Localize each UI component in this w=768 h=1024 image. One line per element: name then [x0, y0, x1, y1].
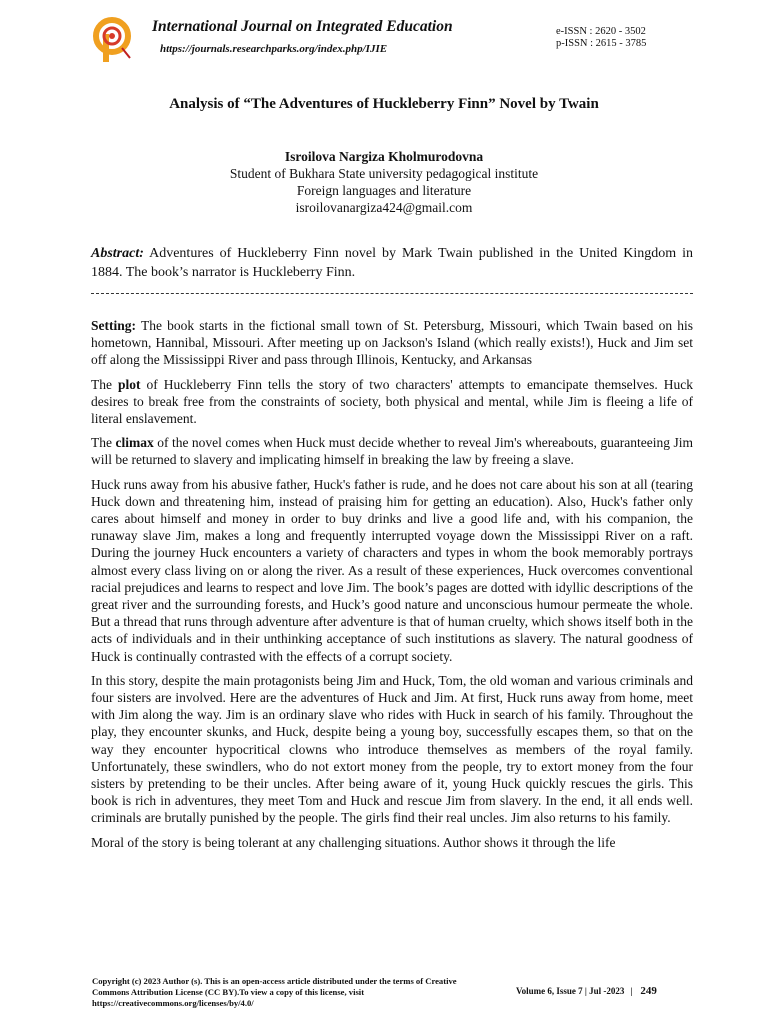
issn-block	[556, 26, 646, 50]
author-department: Foreign languages and literature	[296, 183, 472, 198]
author-affiliation: Student of Bukhara State university pedagogical institute	[229, 166, 539, 181]
body-text	[91, 317, 693, 858]
journal-title: International Journal on Integrated Education	[152, 18, 453, 35]
copyright-notice: Copyright (c) 2023 Author (s). This is an open-access article distributed under the terms of Creative Commons Attribution License (CC BY).To view a copy of this license, visit https://creativecommons.org/licenses/by/4.0/	[92, 976, 457, 1008]
plot-pre: The	[91, 376, 112, 392]
eissn: e-ISSN : 2620 - 3502	[556, 26, 646, 37]
setting-label: Setting:	[91, 318, 136, 333]
section-divider	[91, 293, 693, 294]
author-name: Isroilova Nargiza Kholmurodovna	[284, 149, 484, 164]
paper-title: Analysis of “The Adventures of Huckleberry Finn” Novel by Twain	[169, 96, 599, 112]
setting-text: The book starts in the fictional small town of St. Petersburg, Missouri, which Twain based on his hometown, Hannibal, Missouri. After meeting up on Jackson's Island (which really exists!), Huck and Jim set off along the Mississippi River and pass through Illinois, Kentucky, and Arkansas	[91, 318, 694, 368]
author-block	[0, 148, 768, 216]
paragraph-huck: Huck runs away from his abusive father, Huck's father is rude, and he does not care about his son at all (tearing Huck down and threatening him, instead of praising him for getting an education). Also, Huck's father only cares about himself and money in order to buy drinks and live a good life and, with his companion, the runaway slave Jim, makes a long and frequently interrupted voyage down the Mississippi River on a raft. During the journey Huck encounters a variety of characters and types in whom the book memorably portrays almost every class living on or along the river. As a result of these experiences, Huck overcomes conventional racial prejudices and learns to respect and love Jim. The book’s pages are dotted with idyllic descriptions of the great river and the surrounding forests, and Huck’s good nature and unconscious humour permeate the whole. But a thread that runs through adventure after adventure is that of human cruelty, which shows itself both in the acts of individuals and in their unthinking acceptance of such institutions as slavery. The natural goodness of Huck is continually contrasted with the effects of a corrupt society.	[91, 476, 693, 664]
abstract-label: Abstract:	[91, 246, 144, 261]
paragraph-climax	[91, 434, 693, 468]
paragraph-story: In this story, despite the main protagonists being Jim and Huck, Tom, the old woman and various criminals and four sisters are involved. Here are the adventures of Huck and Jim. At first, Huck runs away from home, meet with Jim along the way. Jim is an ordinary slave who rides with Huck in search of his family. Throughout the play, they encounter skunks, and Huck, despite being a young boy, successfully escapes them, so that on the way they encounter hypocritical clowns who introduce themselves as members of the royal family. Unfortunately, these swindlers, who do not extort money from the people, try to extort money from the four sisters by pretending to be their uncles. After being aware of it, young Huck quickly rescues the girls. This book is rich in adventures, they meet Tom and Huck and rescue Jim from slavery. In the end, it all ends well. criminals are brutally punished by the people. The girls find their real uncles. Jim also returns to his family.	[91, 672, 693, 826]
volume-issue: Volume 6, Issue 7 | Jul -2023	[516, 986, 625, 996]
research-parks-logo-icon	[92, 14, 138, 64]
plot-text: of Huckleberry Finn tells the story of two characters' attempts to emancipate themselves. Huck desires to break free from the constraints of society, both physical and mental, while Jim is fleeing a life of literal enslavement.	[91, 376, 694, 427]
paragraph-moral: Moral of the story is being tolerant at any challenging situations. Author shows it through the life	[91, 834, 616, 850]
page-footer	[516, 985, 657, 997]
abstract	[91, 244, 693, 282]
climax-text: of the novel comes when Huck must decide whether to reveal Jim's whereabouts, guaranteeing Jim will be returned to slavery and implicating himself in breaking the law by freeing a slave.	[91, 435, 694, 468]
journal-url-link[interactable]: https://journals.researchparks.org/index.php/IJIE	[160, 43, 388, 55]
footer-separator: |	[630, 986, 633, 996]
abstract-text: Adventures of Huckleberry Finn novel by Mark Twain published in the United Kingdom in 1884. The book’s narrator is Huckleberry Finn.	[91, 246, 693, 280]
paragraph-setting	[91, 317, 693, 369]
pissn: p-ISSN : 2615 - 3785	[556, 38, 647, 49]
author-email[interactable]: isroilovanargiza424@gmail.com	[295, 200, 473, 215]
plot-label: plot	[118, 376, 141, 392]
climax-label: climax	[115, 435, 154, 451]
climax-pre: The	[91, 435, 112, 451]
paragraph-plot	[91, 376, 693, 428]
page-number: 249	[640, 985, 657, 997]
journal-header	[92, 14, 692, 64]
